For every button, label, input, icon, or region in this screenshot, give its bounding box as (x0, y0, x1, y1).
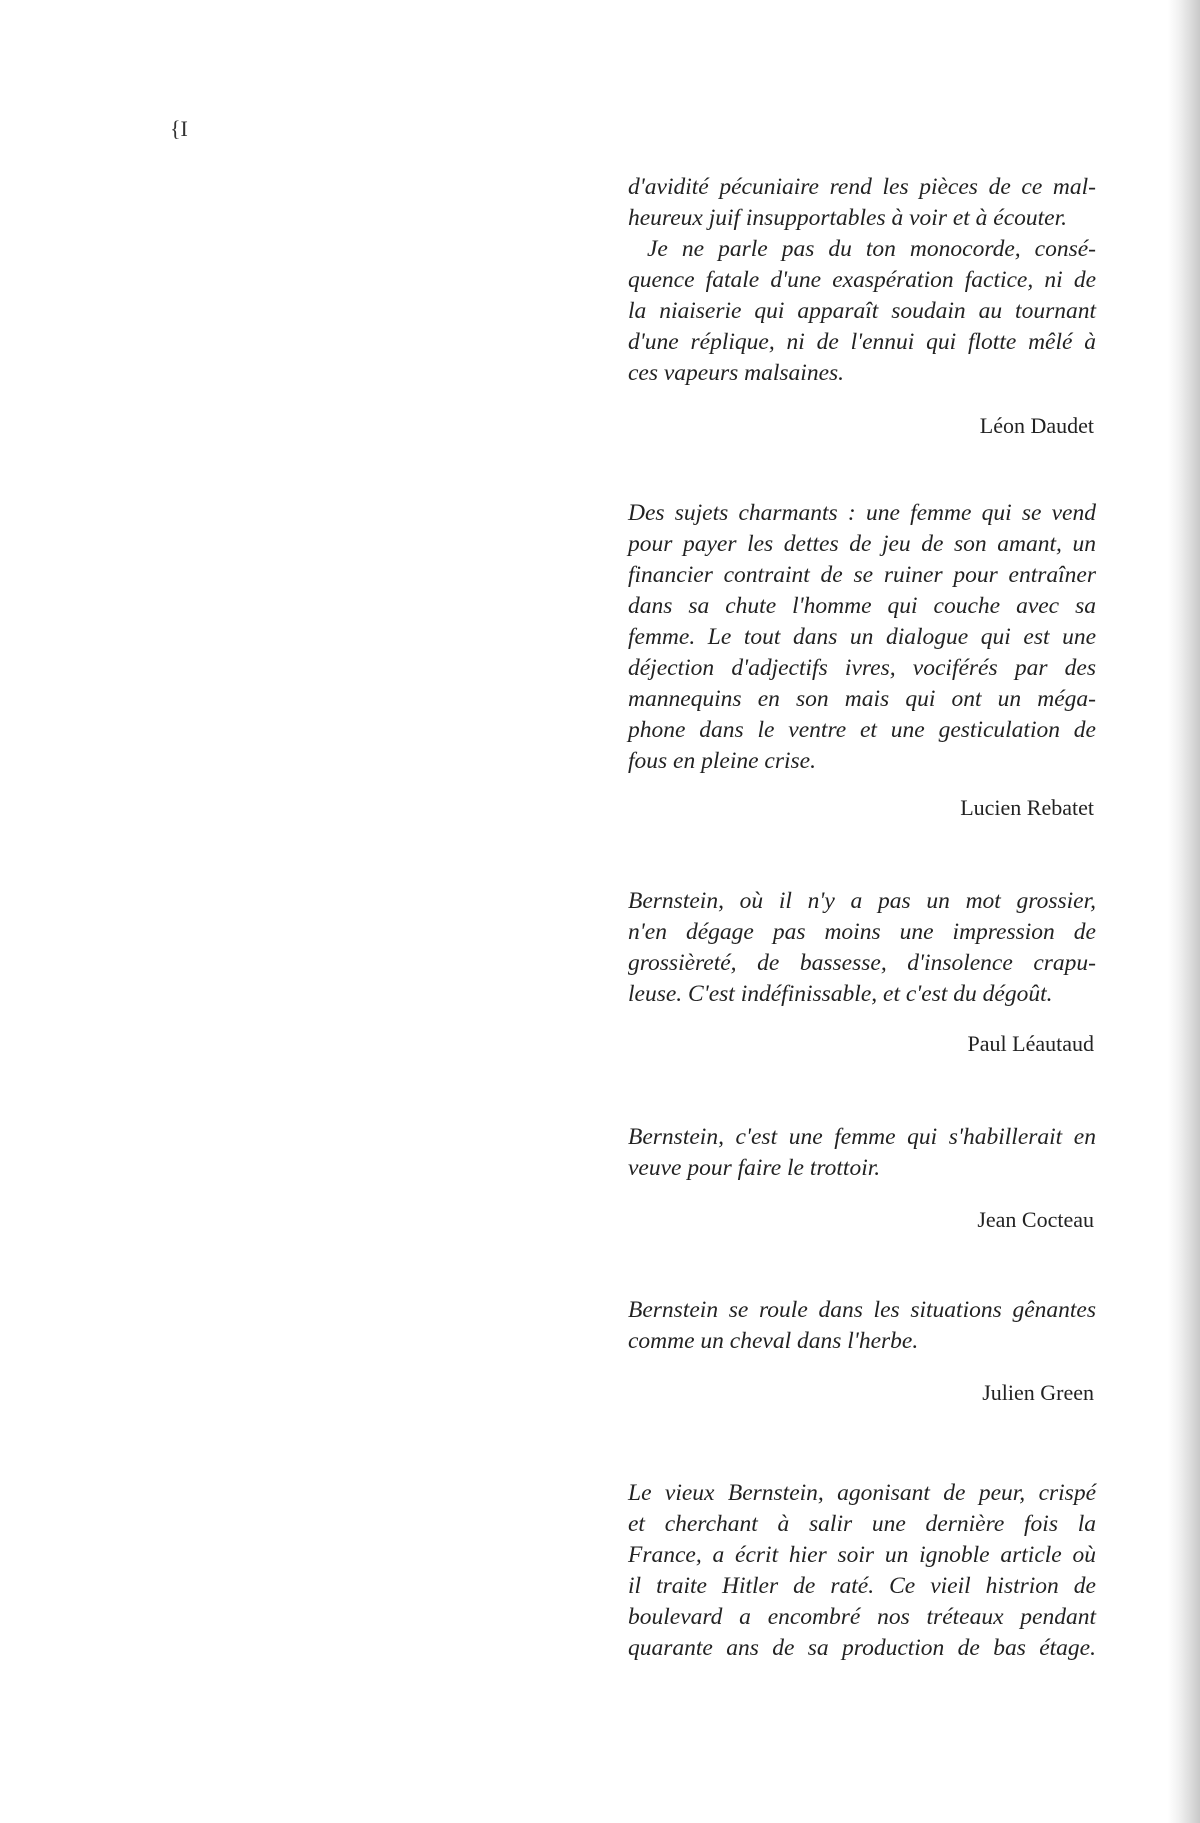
quote-bernstein-article (628, 1478, 1096, 1664)
quote-line: grossièreté, de bassesse, d'insolence crapu- (628, 950, 1096, 976)
quote-line: fous en pleine crise. (628, 748, 816, 774)
quote-line: veuve pour faire le trottoir. (628, 1155, 881, 1181)
quote-author: Léon Daudet (979, 413, 1094, 438)
quote-line: d'avidité pécuniaire rend les pièces de ce mal- (628, 174, 1096, 200)
quote-line: Bernstein, c'est une femme qui s'habillerait en (628, 1124, 1096, 1150)
quote-author: Lucien Rebatet (960, 795, 1094, 820)
quote-line: d'une réplique, ni de l'ennui qui flotte mêlé à (628, 329, 1096, 355)
page-number: {I (170, 116, 188, 141)
quote-line: Le vieux Bernstein, agonisant de peur, crispé (628, 1480, 1096, 1506)
quote-line: dans sa chute l'homme qui couche avec sa (628, 593, 1096, 619)
quote-author: Paul Léautaud (967, 1031, 1094, 1056)
quote-line: heureux juif insupportables à voir et à écouter. (628, 205, 1068, 231)
quote-line: la niaiserie qui apparaît soudain au tournant (628, 298, 1096, 324)
quote-line: Des sujets charmants : une femme qui se vend (628, 500, 1096, 526)
quote-green (628, 1295, 1096, 1357)
quote-line: déjection d'adjectifs ivres, vociférés par des (628, 655, 1096, 681)
quote-line: quarante ans de sa production de bas étage. (628, 1635, 1096, 1661)
quote-line: et cherchant à salir une dernière fois la (628, 1511, 1096, 1537)
quote-leautaud (628, 886, 1096, 1010)
quote-line: mannequins en son mais qui ont un méga- (628, 686, 1096, 712)
quote-cocteau (628, 1122, 1096, 1184)
quote-daudet (628, 172, 1096, 389)
quote-line: boulevard a encombré nos tréteaux pendant (628, 1604, 1096, 1630)
quote-line: ces vapeurs malsaines. (628, 360, 845, 386)
quote-line: Bernstein se roule dans les situations gênantes (628, 1297, 1096, 1323)
quote-line: Bernstein, où il n'y a pas un mot grossier, (628, 888, 1096, 914)
quote-rebatet (628, 498, 1096, 777)
quote-line: Je ne parle pas du ton monocorde, consé- (647, 236, 1096, 262)
quote-line: n'en dégage pas moins une impression de (628, 919, 1096, 945)
quote-line: femme. Le tout dans un dialogue qui est une (628, 624, 1096, 650)
quote-line: phone dans le ventre et une gesticulation de (628, 717, 1096, 743)
page-edge-shadow (1168, 0, 1200, 1823)
quote-line: comme un cheval dans l'herbe. (628, 1328, 919, 1354)
quote-line: quence fatale d'une exaspération factice, ni de (628, 267, 1096, 293)
quote-line: leuse. C'est indéfinissable, et c'est du dégoût. (628, 981, 1053, 1007)
quote-author: Jean Cocteau (977, 1207, 1094, 1232)
quote-author: Julien Green (982, 1380, 1094, 1405)
quote-line: financier contraint de se ruiner pour entraîner (628, 562, 1096, 588)
quote-line: France, a écrit hier soir un ignoble article où (628, 1542, 1096, 1568)
quote-line: pour payer les dettes de jeu de son amant, un (628, 531, 1096, 557)
quote-line: il traite Hitler de raté. Ce vieil histrion de (628, 1573, 1096, 1599)
